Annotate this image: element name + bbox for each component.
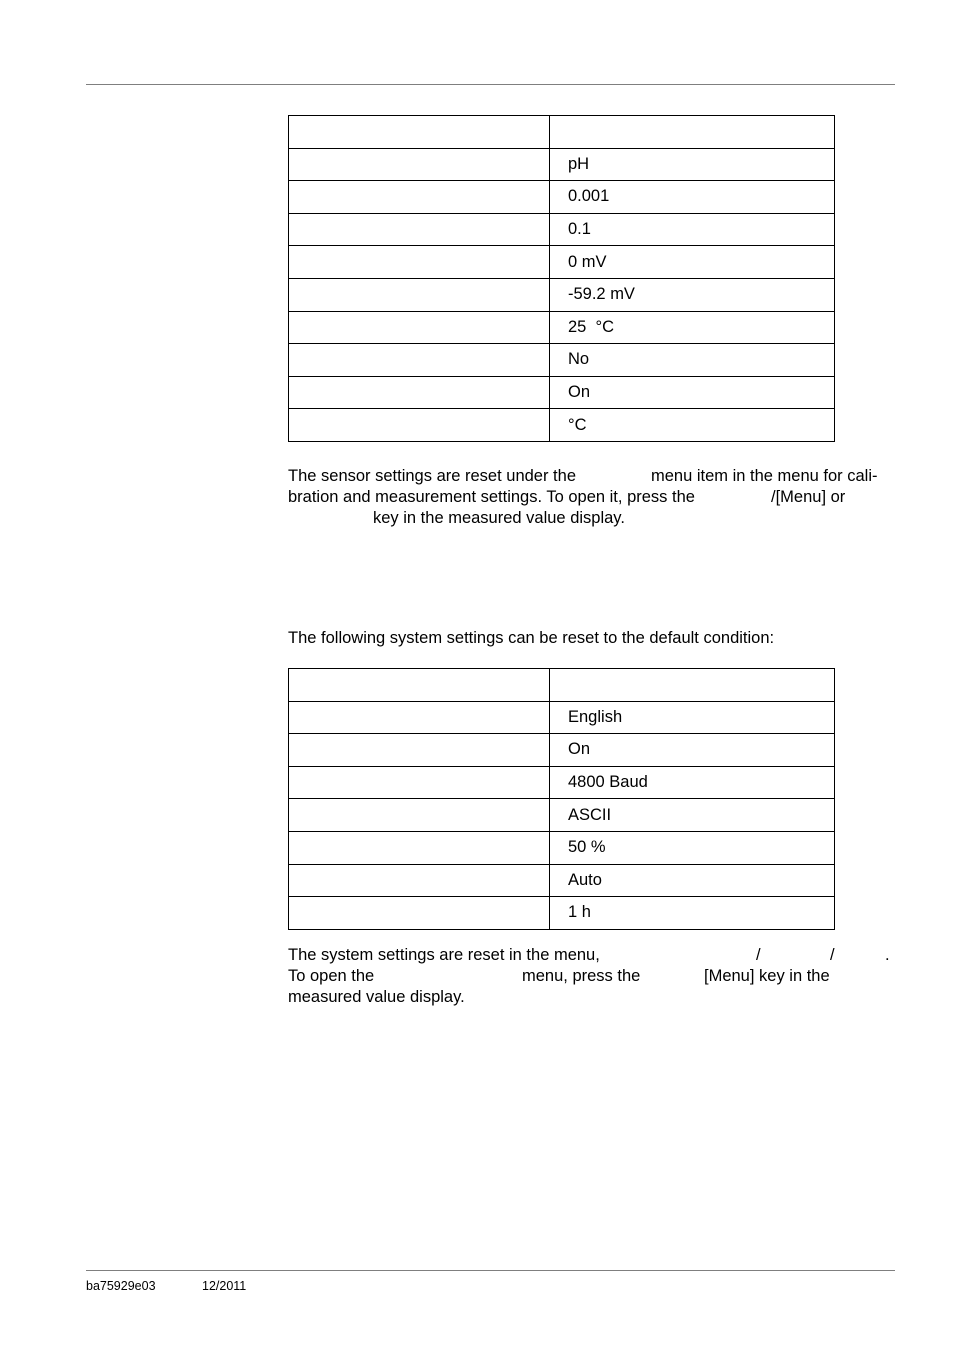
setting-cell bbox=[289, 864, 550, 897]
default-value-cell: On bbox=[550, 734, 835, 767]
system-para-line2-text: To open the bbox=[288, 967, 375, 985]
system-para-line1-separator: / bbox=[830, 946, 835, 964]
setting-cell bbox=[289, 148, 550, 181]
sensor-para-line2-text: bration and measurement settings. To open it, press the bbox=[288, 488, 695, 506]
system-settings-intro: The following system settings can be reset to the default condition: bbox=[288, 629, 775, 647]
default-value-cell: 50 % bbox=[550, 831, 835, 864]
default-value-cell: 0.001 bbox=[550, 181, 835, 214]
header-cell-setting bbox=[289, 116, 550, 149]
setting-cell bbox=[289, 344, 550, 377]
table-row bbox=[289, 799, 835, 832]
setting-cell bbox=[289, 278, 550, 311]
table-row bbox=[289, 246, 835, 279]
default-value-cell: 0.1 bbox=[550, 213, 835, 246]
table-header-row bbox=[289, 116, 835, 149]
setting-cell bbox=[289, 213, 550, 246]
default-value-cell: Auto bbox=[550, 864, 835, 897]
system-para-line2-text-end: [Menu] key in the bbox=[704, 967, 830, 985]
default-value-cell: 1 h bbox=[550, 897, 835, 930]
setting-cell bbox=[289, 831, 550, 864]
system-para-line1-period: . bbox=[885, 946, 890, 964]
setting-cell bbox=[289, 376, 550, 409]
system-reset-paragraph bbox=[288, 945, 898, 1008]
table-row bbox=[289, 831, 835, 864]
default-value-cell: ASCII bbox=[550, 799, 835, 832]
setting-cell bbox=[289, 897, 550, 930]
table-row bbox=[289, 278, 835, 311]
system-settings-table bbox=[288, 668, 835, 930]
default-value-cell: English bbox=[550, 701, 835, 734]
sensor-reset-paragraph bbox=[288, 466, 898, 529]
table-row bbox=[289, 766, 835, 799]
default-value-cell: -59.2 mV bbox=[550, 278, 835, 311]
setting-cell bbox=[289, 246, 550, 279]
default-value-cell: pH bbox=[550, 148, 835, 181]
setting-cell bbox=[289, 799, 550, 832]
default-value-cell: 4800 Baud bbox=[550, 766, 835, 799]
default-value-cell: °C bbox=[550, 409, 835, 442]
footer-rule bbox=[86, 1270, 895, 1271]
table-row bbox=[289, 376, 835, 409]
setting-cell bbox=[289, 311, 550, 344]
header-rule bbox=[86, 84, 895, 85]
table-row bbox=[289, 311, 835, 344]
table-row bbox=[289, 897, 835, 930]
header-cell-setting bbox=[289, 669, 550, 702]
sensor-para-line2-text-cont: /[Menu] or bbox=[771, 488, 846, 506]
setting-cell bbox=[289, 734, 550, 767]
table-header-row bbox=[289, 669, 835, 702]
table-row bbox=[289, 148, 835, 181]
setting-cell bbox=[289, 409, 550, 442]
setting-cell bbox=[289, 181, 550, 214]
footer-date: 12/2011 bbox=[202, 1279, 247, 1293]
table-row bbox=[289, 734, 835, 767]
system-para-line2-text-cont: menu, press the bbox=[522, 967, 641, 985]
table-row bbox=[289, 409, 835, 442]
default-value-cell: 0 mV bbox=[550, 246, 835, 279]
table-row bbox=[289, 181, 835, 214]
table-row bbox=[289, 344, 835, 377]
sensor-para-line3-text: key in the measured value display. bbox=[373, 509, 625, 527]
table-row bbox=[289, 864, 835, 897]
header-cell-default bbox=[550, 669, 835, 702]
system-para-line1-text: The system settings are reset in the menu, bbox=[288, 946, 600, 964]
table-row bbox=[289, 701, 835, 734]
sensor-settings-table bbox=[288, 115, 835, 442]
system-para-line3-text: measured value display. bbox=[288, 988, 465, 1006]
system-para-line1-separator: / bbox=[756, 946, 761, 964]
header-cell-default bbox=[550, 116, 835, 149]
default-value-cell: 25 °C bbox=[550, 311, 835, 344]
table-row bbox=[289, 213, 835, 246]
sensor-para-line1-text-cont: menu item in the menu for cali- bbox=[651, 467, 878, 485]
default-value-cell: On bbox=[550, 376, 835, 409]
setting-cell bbox=[289, 766, 550, 799]
setting-cell bbox=[289, 701, 550, 734]
footer-doc-number: ba75929e03 bbox=[86, 1279, 156, 1293]
sensor-para-line1-text: The sensor settings are reset under the bbox=[288, 467, 576, 485]
default-value-cell: No bbox=[550, 344, 835, 377]
